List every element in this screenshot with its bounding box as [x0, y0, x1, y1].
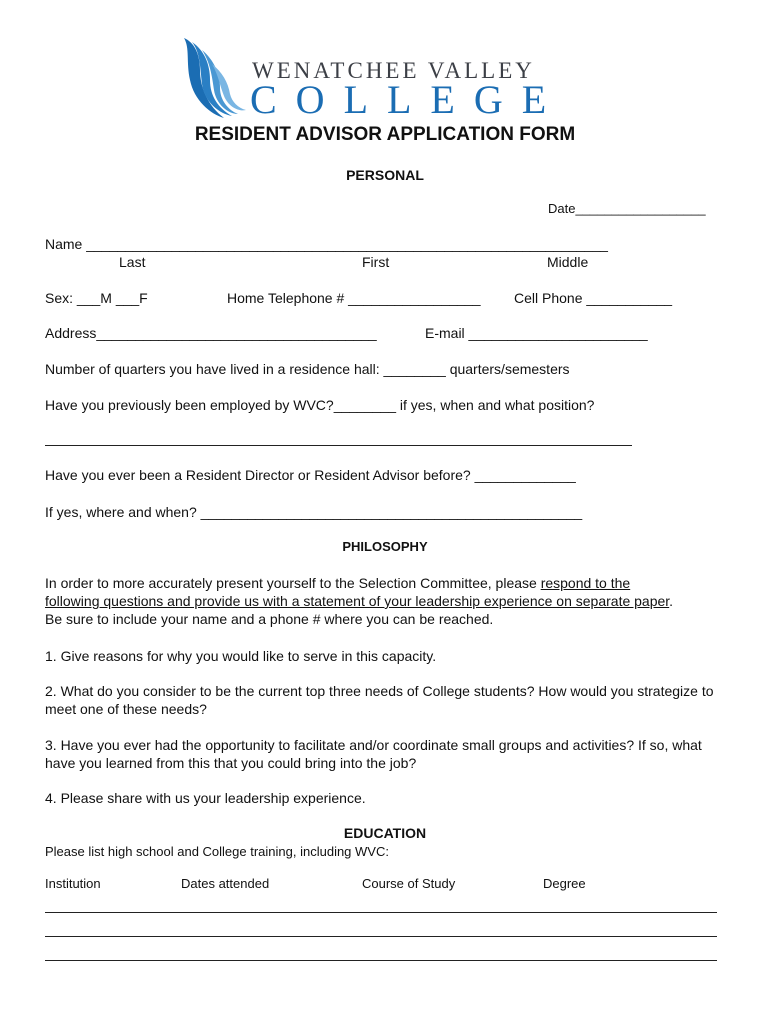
- column-institution: Institution: [45, 876, 101, 891]
- question-3: 3. Have you ever had the opportunity to facilitate and/or coordinate small groups and activities? If so, what have you learned from this that you could bring into the job?: [45, 737, 702, 771]
- column-course-of-study: Course of Study: [362, 876, 456, 891]
- intro-include-name: Be sure to include your name and a phone # where you can be reached.: [45, 611, 494, 627]
- sex-field[interactable]: Sex: ___M ___F: [45, 290, 148, 306]
- home-telephone-field[interactable]: Home Telephone # _________________: [227, 290, 481, 306]
- ra-before-field[interactable]: Have you ever been a Resident Director or Resident Advisor before? _____________: [45, 467, 576, 483]
- name-field[interactable]: Name ___________________________________________________________________: [45, 236, 608, 252]
- address-field[interactable]: Address____________________________________: [45, 325, 377, 341]
- question-2: 2. What do you consider to be the current top three needs of College students? How would you strategize to meet one of these needs?: [45, 683, 714, 717]
- first-name-label: First: [362, 254, 390, 270]
- last-name-label: Last: [119, 254, 146, 270]
- intro-text: In order to more accurately present yourself to the Selection Committee, please: [45, 575, 541, 591]
- question-1: 1. Give reasons for why you would like to serve in this capacity.: [45, 648, 437, 664]
- column-degree: Degree: [543, 876, 586, 891]
- philosophy-intro: [45, 574, 735, 628]
- logo-wordmark-bottom: COLLEGE: [250, 77, 566, 122]
- where-when-field[interactable]: If yes, where and when? _________________________________________________: [45, 504, 583, 520]
- date-field[interactable]: Date__________________: [548, 201, 706, 216]
- section-heading-personal: PERSONAL: [346, 167, 424, 183]
- intro-underlined-2: following questions and provide us with a statement of your leadership experience on separate paper: [45, 593, 670, 609]
- logo-wordmark-top: WENATCHEE VALLEY: [252, 58, 535, 83]
- section-heading-education: EDUCATION: [343, 825, 427, 841]
- middle-name-label: Middle: [547, 254, 589, 270]
- cell-phone-field[interactable]: Cell Phone ___________: [514, 290, 673, 306]
- education-entry-line-3[interactable]: [45, 960, 717, 961]
- quarters-field[interactable]: Number of quarters you have lived in a residence hall: ________ quarters/semesters: [45, 361, 570, 377]
- email-field[interactable]: E-mail _______________________: [425, 325, 648, 341]
- form-title: RESIDENT ADVISOR APPLICATION FORM: [194, 124, 576, 145]
- section-heading-philosophy: PHILOSOPHY: [342, 539, 428, 554]
- intro-underlined-1: respond to the: [540, 575, 631, 591]
- education-entry-line-2[interactable]: [45, 936, 717, 937]
- column-dates-attended: Dates attended: [181, 876, 270, 891]
- education-instructions: Please list high school and College training, including WVC:: [45, 844, 389, 859]
- position-answer-line[interactable]: [45, 445, 632, 446]
- college-logo-icon: [178, 36, 252, 122]
- employed-field[interactable]: Have you previously been employed by WVC?________ if yes, when and what position?: [45, 397, 595, 413]
- education-entry-line-1[interactable]: [45, 912, 717, 913]
- intro-period: .: [669, 593, 674, 609]
- question-4: 4. Please share with us your leadership experience.: [45, 790, 366, 806]
